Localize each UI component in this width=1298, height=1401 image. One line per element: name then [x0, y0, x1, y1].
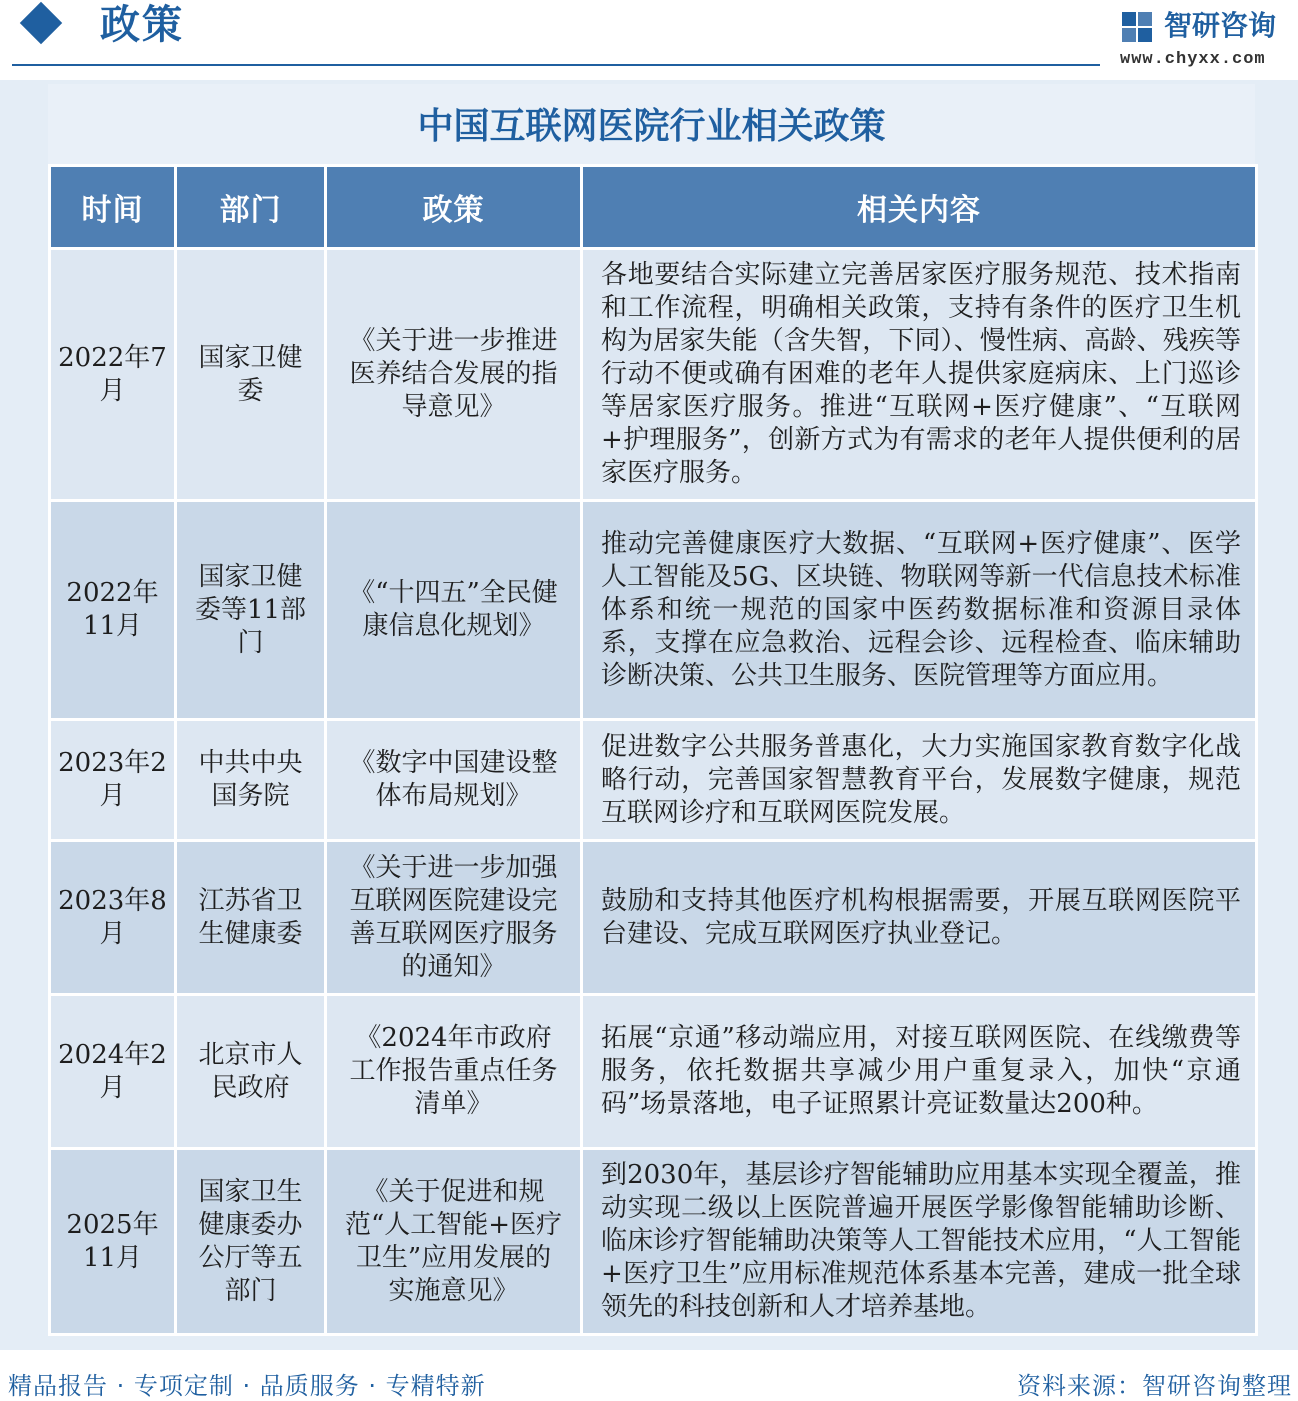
- date-cell: 2023年8月: [50, 841, 176, 995]
- content-cell: 推动完善健康医疗大数据、“互联网+医疗健康”、医学人工智能及5G、区块链、物联网等新一代信息技术标准体系和统一规范的国家中医药数据标准和资源目录体系，支撑在应急救治、远程会诊、远程检查、临床辅助诊断决策、公共卫生服务、医院管理等方面应用。: [582, 501, 1257, 720]
- policy-cell: 《关于进一步推进医养结合发展的指导意见》: [326, 249, 582, 501]
- header-divider: [12, 64, 1100, 66]
- date-cell: 2025年11月: [50, 1149, 176, 1335]
- date-cell: 2023年2月: [50, 720, 176, 841]
- table-row: [50, 720, 1257, 841]
- brand-url: www.chyxx.com: [1120, 50, 1266, 69]
- date-cell: 2024年2月: [50, 995, 176, 1149]
- footer-slogan: 精品报告 · 专项定制 · 品质服务 · 专精特新: [8, 1372, 486, 1400]
- table-row: [50, 995, 1257, 1149]
- policy-table: [48, 164, 1258, 1336]
- section-title: 政策: [100, 1, 184, 48]
- dept-cell: 国家卫健委: [176, 249, 326, 501]
- diamond-bullet-icon: [20, 2, 62, 44]
- dept-cell: 北京市人民政府: [176, 995, 326, 1149]
- date-cell: 2022年7月: [50, 249, 176, 501]
- dept-cell: 中共中央 国务院: [176, 720, 326, 841]
- column-header-date: 时间: [50, 166, 176, 249]
- policy-cell: 《“十四五”全民健康信息化规划》: [326, 501, 582, 720]
- dept-cell: 江苏省卫生健康委: [176, 841, 326, 995]
- column-header-content: 相关内容: [582, 166, 1257, 249]
- table-row: [50, 1149, 1257, 1335]
- dept-cell: 国家卫生健康委办公厅等五部门: [176, 1149, 326, 1335]
- dept-cell: 国家卫健委等11部门: [176, 501, 326, 720]
- column-header-policy: 政策: [326, 166, 582, 249]
- content-cell: 拓展“京通”移动端应用，对接互联网医院、在线缴费等服务，依托数据共享减少用户重复录入，加快“京通码”场景落地，电子证照累计亮证数量达200种。: [582, 995, 1257, 1149]
- policy-cell: 《关于进一步加强互联网医院建设完善互联网医疗服务的通知》: [326, 841, 582, 995]
- content-cell: 促进数字公共服务普惠化，大力实施国家教育数字化战略行动，完善国家智慧教育平台，发展数字健康，规范互联网诊疗和互联网医院发展。: [582, 720, 1257, 841]
- page-header: [0, 0, 1298, 80]
- footer-source: 资料来源：智研咨询整理: [1017, 1372, 1292, 1400]
- content-cell: 各地要结合实际建立完善居家医疗服务规范、技术指南和工作流程，明确相关政策，支持有条件的医疗卫生机构为居家失能（含失智，下同）、慢性病、高龄、残疾等行动不便或确有困难的老年人提供家庭病床、上门巡诊等居家医疗服务。推进“互联网+医疗健康”、“互联网+护理服务”，创新方式为有需求的老年人提供便利的居家医疗服务。: [582, 249, 1257, 501]
- table-title: 中国互联网医院行业相关政策: [48, 84, 1255, 164]
- table-row: [50, 841, 1257, 995]
- content-cell: 到2030年，基层诊疗智能辅助应用基本实现全覆盖，推动实现二级以上医院普遍开展医学影像智能辅助诊断、临床诊疗智能辅助决策等人工智能技术应用，“人工智能+医疗卫生”应用标准规范体系基本完善，建成一批全球领先的科技创新和人才培养基地。: [582, 1149, 1257, 1335]
- policy-cell: 《关于促进和规范“人工智能+医疗卫生”应用发展的实施意见》: [326, 1149, 582, 1335]
- brand-name: 智研咨询: [1164, 9, 1277, 42]
- policy-cell: 《数字中国建设整体布局规划》: [326, 720, 582, 841]
- brand-logo: [1120, 4, 1290, 74]
- policy-cell: 《2024年市政府工作报告重点任务清单》: [326, 995, 582, 1149]
- column-header-dept: 部门: [176, 166, 326, 249]
- content-cell: 鼓励和支持其他医疗机构根据需要，开展互联网医院平台建设、完成互联网医疗执业登记。: [582, 841, 1257, 995]
- table-header-row: [50, 166, 1257, 249]
- table-row: [50, 501, 1257, 720]
- table-row: [50, 249, 1257, 501]
- date-cell: 2022年11月: [50, 501, 176, 720]
- brand-mark-icon: [1120, 10, 1154, 44]
